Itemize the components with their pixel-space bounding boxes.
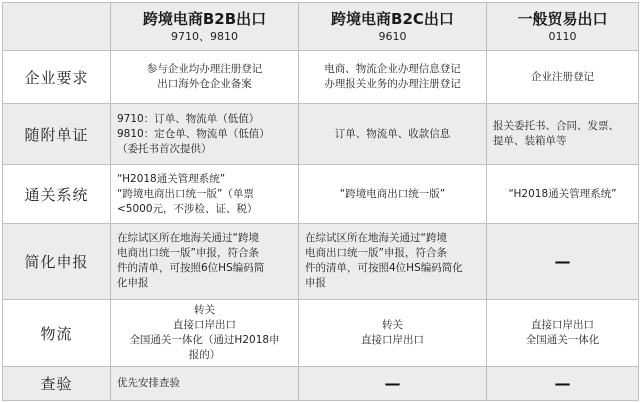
cell-b2b [111,51,299,104]
cell-general [487,104,639,165]
cell-line: 出口海外仓企业备案 [157,78,252,91]
cell-line: 9710：订单、物流单（低值） [117,112,260,125]
empty-dash: — [554,374,571,394]
cell-b2b [111,104,299,165]
cell-line: 参与企业均办理注册登记 [146,63,263,76]
table-row [3,51,639,104]
cell-line: “跨境电商出口统一版” [339,187,446,200]
header-b2b-name: 跨境电商B2B出口 [142,10,267,29]
row-label-enterprise: 企业要求 [3,51,111,104]
cell-b2b [111,367,299,401]
cell-line: （委托书首次提供） [117,142,212,155]
table-row [3,224,639,300]
cell-general [487,224,639,300]
row-label-inspection: 查验 [3,367,111,401]
empty-dash: — [554,251,571,271]
cell-line: 全国通关一体化 [525,334,600,347]
row-label-simplified-declaration: 简化申报 [3,224,111,300]
row-label-logistics: 物流 [3,299,111,366]
cell-line: 优先安排查验 [117,377,180,390]
cell-general [487,51,639,104]
cell-line: 9810：定仓单、物流单（低值） [117,127,270,140]
header-b2c-name: 跨境电商B2C出口 [331,10,454,29]
cell-b2c [299,51,487,104]
header-b2c-code: 9610 [378,30,407,44]
cell-b2c [299,104,487,165]
cell-line: 企业注册登记 [531,70,594,83]
cell-line: 直接口岸出口 [531,319,594,332]
cell-general [487,367,639,401]
empty-dash: — [384,374,401,394]
cell-line: 电商出口统一版”申报，符合条 [305,247,447,260]
table-header-row [3,3,639,51]
cell-line: 转关 [194,304,215,317]
cell-b2c [299,299,487,366]
cell-line: 申报 [305,277,326,290]
cell-line: 在综试区所在地海关通过“跨境 [305,232,447,245]
cell-line: <5000元，不涉检、证、税） [117,202,258,215]
cell-line: 直接口岸出口 [361,334,424,347]
row-label-customs-system: 通关系统 [3,165,111,224]
cell-line: 化申报 [117,277,149,290]
cell-line: 办理报关业务的办理注册登记 [324,78,461,91]
cell-general [487,299,639,366]
cell-line: 电商出口统一版”申报，符合条 [117,247,259,260]
cell-b2c [299,165,487,224]
cell-b2b [111,165,299,224]
table-row [3,104,639,165]
cell-line: 报关委托书、合同、发票、 [493,120,619,133]
cell-b2c [299,367,487,401]
cell-b2b [111,224,299,300]
cell-line: 电商、物流企业办理信息登记 [324,63,461,76]
row-label-documents: 随附单证 [3,104,111,165]
header-b2c [299,3,487,51]
header-b2b-code: 9710、9810 [171,30,238,44]
table-row [3,367,639,401]
cell-line: 全国通关一体化（通过H2018申 [129,334,280,347]
cell-line: 报的） [188,349,221,362]
cell-line: 订单、物流单、收款信息 [334,127,451,140]
header-corner-cell [3,3,111,51]
cell-general [487,165,639,224]
header-general-code: 0110 [548,30,577,44]
header-general-name: 一般贸易出口 [517,10,608,29]
cell-line: 在综试区所在地海关通过“跨境 [117,232,259,245]
table-row [3,299,639,366]
cell-b2c [299,224,487,300]
header-b2b [111,3,299,51]
cell-line: 转关 [382,319,403,332]
comparison-table [2,2,639,401]
header-general [487,3,639,51]
cell-line: “H2018通关管理系统” [117,172,226,185]
cell-line: 直接口岸出口 [173,319,236,332]
cell-line: 件的清单，可按照6位HS编码简 [117,262,265,275]
cell-line: “H2018通关管理系统” [508,187,617,200]
cell-line: 提单、装箱单等 [493,135,567,148]
table-row [3,165,639,224]
cell-line: 件的清单，可按照4位HS编码简化 [305,262,463,275]
cell-line: “跨境电商出口统一版”（单票 [117,187,254,200]
cell-b2b [111,299,299,366]
